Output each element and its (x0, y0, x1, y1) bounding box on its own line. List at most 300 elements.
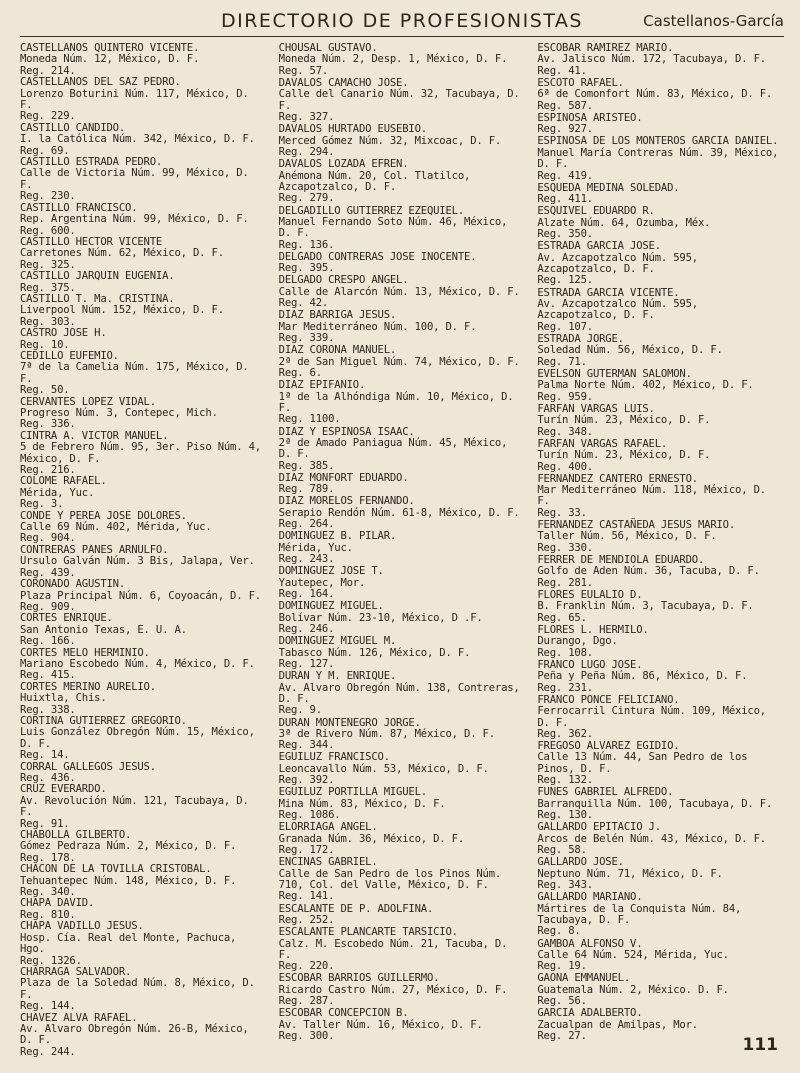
entry-reg: Reg. 33. (537, 506, 587, 519)
entry-reg: Reg. 172. (278, 844, 335, 857)
directory-entry (20, 967, 267, 1013)
entry-addr: Moneda Núm. 2, Desp. 1, México, D. F. (278, 53, 508, 66)
entry-reg: Reg. 8. (537, 925, 581, 938)
entry-name: ELORRIAGA ANGEL. (278, 821, 378, 834)
entry-name: DIAZ CORONA MANUEL. (278, 344, 397, 357)
directory-entry (20, 271, 267, 294)
entry-reg: Reg. 164. (278, 588, 335, 601)
entry-name: DELGADO CRESPO ANGEL. (278, 274, 409, 287)
entry-reg: Reg. 3. (20, 498, 64, 511)
entry-name: GALLARDO EPITACIO J. (537, 821, 661, 834)
entry-addr: Mérida, Yuc. (20, 486, 95, 499)
entry-addr: 6ª de Comonfort Núm. 83, México, D. F. (537, 88, 773, 101)
entry-reg: Reg. 264. (278, 518, 335, 531)
directory-entry (279, 904, 526, 927)
entry-reg: Reg. 327. (278, 111, 335, 124)
entry-reg: Reg. 415. (20, 669, 76, 682)
entry-addr: San Antonio Texas, E. U. A. (20, 623, 187, 636)
entry-reg: Reg. 243. (278, 553, 335, 566)
entry-addr: Turín Núm. 23, México, D. F. (537, 414, 711, 427)
entry-name: ENCINAS GABRIEL. (278, 856, 378, 869)
entry-reg: Reg. 789. (278, 483, 335, 496)
entry-reg: Reg. 279. (278, 192, 335, 205)
directory-entry (537, 660, 784, 694)
entry-addr: 3ª de Rivero Núm. 87, México, D. F. (278, 727, 495, 740)
directory-entry (279, 310, 526, 344)
entry-addr: Av. Azcapotzalco Núm. 595, Azcapotzalco, D. F. (537, 297, 698, 322)
entry-name: CHAPA DAVID. (20, 897, 95, 910)
entry-name: DAVALOS HURTADO EUSEBIO. (278, 123, 427, 136)
directory-entry (20, 328, 267, 351)
directory-entry (20, 716, 267, 762)
entry-name: ESTRADA GARCIA VICENTE. (537, 286, 680, 299)
entry-name: CASTILLO FRANCISCO. (20, 201, 138, 214)
entry-addr: Mérida, Yuc. (278, 541, 353, 554)
entry-name: GAONA EMMANUEL. (537, 972, 631, 985)
entry-name: ESPINOSA ARISTEO. (537, 111, 643, 124)
directory-entry (20, 784, 267, 830)
entry-addr: Av. Alvaro Obregón Núm. 26-B, México, D. F. (20, 1022, 249, 1047)
directory-entry (20, 864, 267, 898)
directory-entry (279, 601, 526, 635)
entry-addr: B. Franklin Núm. 3, Tacubaya, D. F. (537, 600, 754, 613)
entry-reg: Reg. 909. (20, 600, 76, 613)
entry-name: FARFAN VARGAS LUIS. (537, 402, 655, 415)
entry-reg: Reg. 343. (537, 879, 593, 892)
directory-entry (537, 113, 784, 136)
entry-name: DELGADILLO GUTIERREZ EZEQUIEL. (278, 204, 465, 217)
entry-addr: Plaza de la Soledad Núm. 8, México, D. F. (20, 977, 255, 1001)
entry-name: CASTRO JOSE H. (20, 327, 107, 340)
entry-addr: Turín Núm. 23, México, D. F. (537, 449, 711, 462)
directory-entry (279, 380, 526, 426)
entry-reg: Reg. 300. (278, 1030, 335, 1043)
entry-name: FARFAN VARGAS RAFAEL. (537, 437, 668, 450)
running-head: Castellanos-García (643, 12, 784, 30)
entry-reg: Reg. 340. (20, 886, 76, 899)
directory-entry (279, 159, 526, 205)
entry-reg: Reg. 230. (20, 190, 76, 203)
entry-name: DIAZ MONFORT EDUARDO. (278, 471, 409, 484)
directory-entry (20, 476, 267, 510)
entry-reg: Reg. 231. (537, 681, 593, 694)
directory-entry (20, 294, 267, 328)
entry-reg: Reg. 130. (537, 809, 593, 822)
directory-entry (537, 78, 784, 112)
entry-reg: Reg. 344. (278, 739, 335, 752)
directory-entry (537, 590, 784, 624)
directory-entry (279, 857, 526, 903)
entry-addr: Av. Taller Núm. 16, México, D. F. (278, 1018, 483, 1031)
entry-addr: Av. Azcapotzalco Núm. 595, Azcapotzalco, D. F. (537, 251, 698, 276)
directory-entry (20, 682, 267, 716)
entry-reg: Reg. 107. (537, 320, 593, 333)
entry-reg: Reg. 904. (20, 532, 76, 545)
directory-entry (279, 345, 526, 379)
directory-entry (20, 898, 267, 921)
directory-entry (279, 43, 526, 77)
entry-name: CRUZ EVERARDO. (20, 783, 107, 796)
entry-name: FRANCO PONCE FELICIANO. (537, 693, 680, 706)
entry-name: DOMINGUEZ MIGUEL M. (278, 635, 397, 648)
entry-addr: Calle de Alarcón Núm. 13, México, D. F. (278, 285, 520, 298)
entry-addr: Mar Mediterráneo Núm. 100, D. F. (278, 320, 477, 333)
entry-reg: Reg. 959. (537, 390, 593, 403)
entry-name: DIAZ MORELOS FERNANDO. (278, 495, 415, 508)
entry-name: GALLARDO MARIANO. (537, 891, 643, 904)
entry-addr: Durango, Dgo. (537, 635, 618, 648)
entry-name: CASTILLO CANDIDO. (20, 121, 126, 134)
directory-entry (20, 648, 267, 682)
directory-entry (537, 973, 784, 1007)
entry-addr: Merced Gómez Núm. 32, Mixcoac, D. F. (278, 134, 502, 147)
entry-addr: Taller Núm. 56, México, D. F. (537, 530, 717, 543)
entry-name: FLORES EULALIO D. (537, 588, 643, 601)
entry-reg: Reg. 91. (20, 817, 70, 830)
entry-addr: Moneda Núm. 12, México, D. F. (20, 53, 200, 66)
directory-entry (279, 496, 526, 530)
entry-reg: Reg. 439. (20, 566, 76, 579)
entry-addr: Serapio Rendón Núm. 61-8, México, D. F. (278, 506, 520, 519)
directory-entry (20, 921, 267, 967)
entry-addr: Gómez Pedraza Núm. 2, México, D. F. (20, 840, 237, 853)
entry-name: FLORES L. HERMILO. (537, 623, 649, 636)
entry-reg: Reg. 246. (278, 623, 335, 636)
entry-reg: Reg. 50. (20, 384, 70, 397)
entry-name: CASTILLO JARQUIN EUGENIA. (20, 270, 175, 283)
directory-entry (20, 545, 267, 579)
entry-name: COLOME RAFAEL. (20, 475, 107, 488)
entry-reg: Reg. 216. (20, 464, 76, 477)
entry-addr: Anémona Núm. 20, Col. Tlatilco, Azcapotzalco, D. F. (278, 169, 471, 194)
directory-entry (20, 237, 267, 271)
entry-name: DIAZ EPIFANIO. (278, 379, 366, 392)
directory-entry (537, 741, 784, 787)
entry-reg: Reg. 419. (537, 169, 593, 182)
entry-name: ESQUEDA MEDINA SOLEDAD. (537, 181, 680, 194)
directory-entry (279, 973, 526, 1007)
directory-entry (20, 123, 267, 157)
page-header (20, 10, 784, 37)
directory-entry (537, 43, 784, 77)
entry-addr: Hosp. Cía. Real del Monte, Pachuca, Hgo. (20, 931, 237, 956)
directory-entry (279, 78, 526, 124)
entry-name: GAMBOA ALFONSO V. (537, 937, 643, 950)
entry-name: ESCOBAR CONCEPCION B. (278, 1007, 409, 1020)
entry-name: CORTES MELO HERMINIO. (20, 646, 150, 659)
directory-entry (537, 520, 784, 554)
directory-entry (20, 203, 267, 237)
entry-name: CORONADO AGUSTIN. (20, 578, 126, 591)
entry-name: ESCOBAR RAMIREZ MARIO. (537, 42, 674, 54)
entry-name: DAVALOS LOZADA EFREN. (278, 158, 409, 171)
entry-addr: Calle de San Pedro de los Pinos Núm. 710, Col. del Valle, México, D. F. (278, 867, 502, 892)
entry-name: ESCALANTE PLANCARTE TARSICIO. (278, 926, 458, 939)
directory-entry (537, 857, 784, 891)
entry-name: CHAPA VADILLO JESUS. (20, 920, 144, 933)
entry-reg: Reg. 108. (537, 646, 593, 659)
directory-entry (279, 752, 526, 786)
entry-name: CASTILLO HECTOR VICENTE (20, 235, 163, 248)
entry-name: DURAN MONTENEGRO JORGE. (278, 716, 421, 729)
entry-reg: Reg. 392. (278, 774, 335, 787)
directory-entry (537, 404, 784, 438)
entry-reg: Reg. 294. (278, 146, 335, 159)
directory-entry (20, 762, 267, 785)
directory-entry (279, 206, 526, 252)
entry-addr: Rep. Argentina Núm. 99, México, D. F. (20, 213, 249, 226)
entry-reg: Reg. 71. (537, 355, 587, 368)
directory-entry (537, 241, 784, 287)
directory-entry (537, 555, 784, 589)
directory-entry (279, 473, 526, 496)
entry-reg: Reg. 325. (20, 258, 76, 271)
directory-entry (537, 474, 784, 520)
entry-reg: Reg. 41. (537, 64, 587, 77)
entry-name: FREGOSO ALVAREZ EGIDIO. (537, 740, 680, 753)
column-2 (279, 43, 526, 1043)
directory-entry (279, 636, 526, 670)
entry-reg: Reg. 252. (278, 914, 335, 926)
entry-name: ESPINOSA DE LOS MONTEROS GARCIA DANIEL. (537, 135, 779, 148)
entry-name: CASTILLO T. Ma. CRISTINA. (20, 292, 175, 305)
entry-reg: Reg. 244. (20, 1045, 76, 1058)
entry-addr: Manuel Fernando Soto Núm. 46, México, D. F. (278, 215, 508, 240)
directory-entry (279, 927, 526, 973)
entry-name: CHOUSAL GUSTAVO. (278, 42, 378, 54)
entry-addr: Tabasco Núm. 126, México, D. F. (278, 646, 471, 659)
directory-entry (20, 613, 267, 647)
entry-addr: 5 de Febrero Núm. 95, 3er. Piso Núm. 4, México, D. F. (20, 441, 261, 465)
entry-name: DIAZ BARRIGA JESUS. (278, 309, 397, 322)
entry-name: CHARRAGA SALVADOR. (20, 965, 132, 978)
directory-entry (537, 439, 784, 473)
directory-entry (20, 157, 267, 203)
entry-name: FERNANDEZ CANTERO ERNESTO. (537, 472, 698, 485)
entry-addr: Golfo de Aden Núm. 36, Tacuba, D. F. (537, 565, 760, 578)
entry-addr: Carretones Núm. 62, México, D. F. (20, 247, 224, 260)
entry-reg: Reg. 287. (278, 995, 335, 1008)
directory-entry (20, 397, 267, 431)
directory-entry (537, 334, 784, 368)
entry-reg: Reg. 362. (537, 727, 593, 740)
directory-entry (20, 830, 267, 864)
entry-reg: Reg. 1086. (278, 809, 341, 822)
directory-entry (537, 787, 784, 821)
directory-entry (537, 695, 784, 741)
entry-reg: Reg. 57. (278, 64, 329, 77)
page-title: DIRECTORIO DE PROFESIONISTAS (221, 10, 583, 32)
entry-addr: Guatemala Núm. 2, México. D. F. (537, 983, 729, 996)
entry-addr: Arcos de Belén Núm. 43, México, D. F. (537, 832, 766, 845)
entry-reg: Reg. 58. (537, 844, 587, 857)
entry-addr: Bolívar Núm. 23-10, México, D .F. (278, 611, 483, 624)
entry-addr: Lorenzo Boturini Núm. 117, México, D. F. (20, 87, 249, 112)
entry-addr: 2ª de Amado Paniagua Núm. 45, México, D. F. (278, 437, 508, 461)
entry-reg: Reg. 1100. (278, 413, 341, 426)
entry-reg: Reg. 214. (20, 64, 76, 77)
entry-name: DOMINGUEZ MIGUEL. (278, 600, 384, 613)
directory-entry (20, 43, 267, 77)
entry-name: EGUILUZ PORTILLA MIGUEL. (278, 786, 427, 799)
entry-name: CASTELLANOS QUINTERO VICENTE. (20, 42, 200, 54)
entry-addr: Leoncavallo Núm. 53, México, D. F. (278, 762, 489, 775)
entry-addr: Plaza Principal Núm. 6, Coyoacán, D. F. (20, 589, 261, 602)
entry-addr: Palma Norte Núm. 402, México, D. F. (537, 379, 754, 392)
entry-name: CHAVEZ ALVA RAFAEL. (20, 1011, 138, 1024)
entry-name: DELGADO CONTRERAS JOSE INOCENTE. (278, 250, 477, 263)
entry-addr: Alzate Núm. 64, Ozumba, Méx. (537, 216, 711, 229)
entry-name: DURAN Y M. ENRIQUE. (278, 670, 397, 683)
directory-entry (20, 579, 267, 613)
entry-name: CORRAL GALLEGOS JESUS. (20, 760, 156, 773)
entry-reg: Reg. 166. (20, 635, 76, 648)
directory-entry (279, 531, 526, 565)
entry-name: CONDE Y PEREA JOSE DOLORES. (20, 509, 187, 522)
entry-name: DIAZ Y ESPINOSA ISAAC. (278, 425, 415, 438)
directory-entry (20, 1013, 267, 1059)
entry-addr: Soledad Núm. 56, México, D. F. (537, 344, 723, 357)
entry-name: ESCALANTE DE P. ADOLFINA. (278, 902, 434, 915)
entry-addr: Peña y Peña Núm. 86, México, D. F. (537, 670, 748, 683)
entry-name: CHACON DE LA TOVILLA CRISTOBAL. (20, 863, 212, 876)
entry-addr: Calle 13 Núm. 44, San Pedro de los Pinos, D. F. (537, 751, 748, 775)
entry-reg: Reg. 6. (278, 367, 322, 380)
entry-addr: Ferrocarril Cintura Núm. 109, México, D. F. (537, 705, 766, 729)
entry-addr: Ursulo Galván Núm. 3 Bis, Jalapa, Ver. (20, 555, 255, 568)
entry-reg: Reg. 132. (537, 774, 593, 787)
directory-entry (20, 431, 267, 477)
column-3 (537, 43, 784, 1043)
entry-addr: Calz. M. Escobedo Núm. 21, Tacuba, D. F. (278, 937, 508, 961)
entry-name: ESQUIVEL EDUARDO R. (537, 205, 655, 218)
entry-addr: Av. Alvaro Obregón Núm. 138, Contreras, D. F. (278, 681, 520, 705)
entry-reg: Reg. 141. (278, 890, 335, 903)
entry-reg: Reg. 927. (537, 123, 593, 136)
entry-name: EVELSON GUTERMAN SALOMON. (537, 367, 692, 380)
entry-name: FUNES GABRIEL ALFREDO. (537, 786, 674, 799)
directory-entry (20, 351, 267, 397)
entry-reg: Reg. 65. (537, 611, 587, 624)
entry-reg: Reg. 27. (537, 1030, 587, 1043)
entry-name: DOMINGUEZ B. PILAR. (278, 530, 397, 543)
column-1 (20, 42, 267, 1058)
entry-reg: Reg. 436. (20, 772, 76, 784)
entry-addr: Calle de Victoria Núm. 99, México, D. F. (20, 167, 249, 191)
entry-reg: Reg. 375. (20, 281, 76, 294)
entry-addr: Mariano Escobedo Núm. 4, México, D. F. (20, 657, 255, 670)
entry-addr: 1ª de la Alhóndiga Núm. 10, México, D. F. (278, 390, 514, 415)
entry-addr: Ricardo Castro Núm. 27, México, D. F. (278, 983, 508, 996)
entry-reg: Reg. 350. (537, 228, 593, 241)
entry-name: GARCIA ADALBERTO. (537, 1007, 643, 1020)
entry-addr: Granada Núm. 36, México, D. F. (278, 832, 465, 845)
directory-entry (537, 183, 784, 206)
directory-entry (279, 124, 526, 158)
directory-entry (279, 252, 526, 275)
entry-reg: Reg. 136. (278, 238, 335, 251)
entry-addr: Calle del Canario Núm. 32, Tacubaya, D. F. (278, 88, 520, 112)
entry-reg: Reg. 587. (537, 99, 593, 112)
directory-entry (537, 369, 784, 403)
entry-addr: Mar Mediterráneo Núm. 118, México, D. F. (537, 484, 766, 508)
directory-entry (279, 787, 526, 821)
entry-addr: Mina Núm. 83, México, D. F. (278, 797, 446, 810)
entry-name: ESTRADA GARCIA JOSE. (537, 240, 661, 253)
directory-entry (537, 288, 784, 334)
entry-addr: Av. Jalisco Núm. 172, Tacubaya, D. F. (537, 53, 766, 66)
directory-entry (20, 77, 267, 123)
entry-reg: Reg. 56. (537, 995, 587, 1008)
directory-entry (537, 206, 784, 240)
entry-name: CHABOLLA GILBERTO. (20, 829, 132, 842)
entry-addr: Liverpool Núm. 152, México, D. F. (20, 304, 224, 317)
directory-entry (537, 822, 784, 856)
entry-addr: Av. Revolución Núm. 121, Tacubaya, D. F. (20, 794, 249, 819)
entry-name: CORTES ENRIQUE. (20, 612, 113, 625)
entry-addr: Mártires de la Conquista Núm. 84, Tacubaya, D. F. (537, 902, 742, 926)
directory-entry (279, 1008, 526, 1042)
entry-name: CERVANTES LOPEZ VIDAL. (20, 395, 156, 408)
entry-name: ESTRADA JORGE. (537, 332, 624, 345)
directory-entry (279, 718, 526, 752)
entry-reg: Reg. 220. (278, 960, 335, 973)
entry-addr: 2ª de San Miguel Núm. 74, México, D. F. (278, 355, 520, 368)
entry-reg: Reg. 1326. (20, 954, 82, 967)
entry-addr: Luis González Obregón Núm. 15, México, D. F. (20, 726, 255, 750)
directory-entry (279, 822, 526, 856)
directory-entry (20, 511, 267, 545)
entry-name: CORTINA GUTIERREZ GREGORIO. (20, 714, 187, 727)
entry-reg: Reg. 14. (20, 749, 70, 762)
entry-addr: I. la Católica Núm. 342, México, D. F. (20, 133, 255, 146)
entry-addr: Huixtla, Chis. (20, 692, 107, 705)
entry-name: ESCOTO RAFAEL. (537, 76, 624, 89)
directory-entry (279, 427, 526, 473)
entry-reg: Reg. 127. (278, 658, 335, 671)
entry-addr: 7ª de la Camelia Núm. 175, México, D. F. (20, 361, 249, 385)
entry-addr: Zacualpan de Amilpas, Mor. (537, 1018, 698, 1031)
directory-entry (537, 625, 784, 659)
entry-name: CORTES MERINO AURELIO. (20, 680, 156, 693)
entry-name: CINTRA A. VICTOR MANUEL. (20, 429, 169, 442)
entry-reg: Reg. 144. (20, 1000, 76, 1013)
entry-addr: Progreso Núm. 3, Contepec, Mich. (20, 407, 218, 419)
entry-reg: Reg. 348. (537, 425, 593, 438)
directory-entry (537, 892, 784, 938)
directory-entry (537, 939, 784, 973)
directory-entry (279, 566, 526, 600)
entry-name: ESCOBAR BARRIOS GUILLERMO. (278, 972, 440, 985)
entry-reg: Reg. 125. (537, 274, 593, 287)
entry-name: CONTRERAS PANES ARNULFO. (20, 543, 169, 556)
entry-reg: Reg. 330. (537, 541, 593, 554)
directory-entry (537, 136, 784, 182)
entry-name: FERNANDEZ CASTAÑEDA JESUS MARIO. (537, 519, 736, 531)
entry-addr: Calle 69 Núm. 402, Mérida, Yuc. (20, 521, 212, 534)
entry-reg: Reg. 281. (537, 576, 593, 589)
entry-name: GALLARDO JOSE. (537, 856, 624, 869)
entry-reg: Reg. 19. (537, 960, 587, 973)
entry-name: FRANCO LUGO JOSE. (537, 658, 643, 671)
entry-reg: Reg. 395. (278, 262, 335, 275)
entry-reg: Reg. 411. (537, 193, 593, 206)
entry-reg: Reg. 9. (278, 704, 322, 717)
entry-name: CASTELLANOS DEL SAZ PEDRO. (20, 76, 181, 89)
entry-addr: Yautepec, Mor. (278, 576, 366, 589)
entry-reg: Reg. 338. (20, 703, 76, 716)
entry-name: FERRER DE MENDIOLA EDUARDO. (537, 553, 705, 566)
